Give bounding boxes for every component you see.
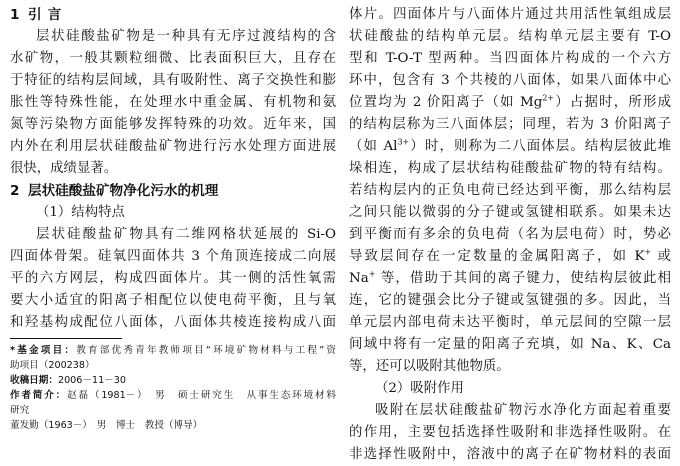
paragraph-line: 位置均为 2 价阳离子（如 $Mg^{2+}$）占据时，所形成 [349,93,671,110]
footnote-fund: *基金项目：教育部优秀青年教师项目“环境矿物材料与工程”资 [10,345,336,356]
paragraph-line: 状硅酸盐的结构单元层。结构单元层主要有 T-O [349,29,671,44]
section-title-part: 引 [28,7,42,23]
section-number: 1 [10,7,20,23]
footnote-author: 作者简介：赵磊（1981－） 男 硕士研究生 从事生态环境材料 [10,390,336,401]
paragraph-line: 吸附在层状硅酸盐矿物污水净化方面起着重要 [375,403,671,418]
subsection-2-heading: （2）吸附作用 [375,381,464,396]
paragraph-line: 非选择性吸附中，溶液中的离子在矿物材料的表面 [349,447,671,462]
paragraph-line: 单元层内部电荷未达平衡时，单元层间的空隙一层 [349,315,671,330]
paragraph-line: 到平衡而有多余的负电荷（名为层电荷）时，势必 [349,227,671,242]
footnote-fund-cont: 助项目（200238） [10,360,95,371]
paragraph-line: 垛相连，构成了层状结构硅酸盐矿物的特有结构。 [349,161,671,176]
paragraph-line: 很快，成绩显著。 [10,161,118,176]
subsection-1-heading: （1）结构特点 [36,205,125,220]
paragraph-line: 胀性等特殊性能，在处理水中重金属、有机物和氨 [10,95,336,110]
paragraph-line: 的结构层称为三八面体层；同理，若为 3 价阳离子 [349,117,671,132]
paragraph-line: 的作用，主要包括选择性吸附和非选择性吸附。在 [349,425,671,440]
footnote-author-cont: 研究 [10,405,30,416]
paragraph-line: 若结构层内的正负电荷已经达到平衡，那么结构层 [349,183,671,198]
section-number: 2 [10,183,20,199]
paragraph-line: 氮等污染物方面能够发挥特殊的功效。近年来，国 [10,117,336,132]
paragraph-line: 连，它的键强会比分子键或氢键强的多。因此，当 [349,293,671,308]
paragraph-line: 内外在利用层状硅酸盐矿物进行污水处理方面进展 [10,139,336,154]
paragraph-line: 环中，包含有 3 个共棱的八面体，如果八面体中心 [349,73,671,88]
paragraph-line: 型和 T-O-T 型两种。当四面体片构成的一个六方 [349,51,671,66]
paragraph-line: 和羟基构成配位八面体，八面体共棱连接构成八面 [10,315,336,330]
section-1-heading [10,4,336,26]
paragraph-line: 层状硅酸盐矿物具有二维网格状延展的 Si-O [36,227,336,242]
paragraph-line: 平的六方网层，构成四面体片。其一侧的活性氧需 [10,271,336,286]
paragraph-line: Na+ 等，借助于其间的离子键力，使结构层彼此相 [349,269,671,286]
section-title-part: 言 [47,7,62,23]
paragraph-line: 之间只能以微弱的分子键或氢键相联系。如果未达 [349,205,671,220]
paragraph-line: 要大小适宜的阳离子相配位以使电荷平衡，且与氧 [10,293,336,308]
section-2-heading [10,180,336,202]
paragraph-line: 等，还可以吸附其他物质。 [349,359,510,374]
paragraph-line: 于特征的结构层间域，具有吸附性、离子交换性和膨 [10,73,336,88]
paragraph-line: 间域中将有一定量的阳离子充填，如 Na、K、Ca [349,337,671,352]
paragraph-line: 导致层间存在一定数量的金属阳离子，如 K+ 或 [349,247,671,264]
paragraph-line: 四面体骨架。硅氧四面体共 3 个角顶连接成二向展 [10,249,336,264]
paragraph-line: （如 $Al^{3+}$）时，则称为二八面体层。结构层彼此堆 [349,137,671,154]
paragraph-line: 体片。四面体片与八面体片通过共用活性氧组成层 [349,7,671,22]
paragraph-line: 层状硅酸盐矿物是一种具有无序过渡结构的含 [36,29,336,44]
footnote-received: 收稿日期：2006－11－30 [10,375,126,386]
paragraph-line: 水矿物，一般其颗粒细微、比表面积巨大，且存在 [10,51,336,66]
footnote-rule [10,338,122,339]
footnote-author-2: 董发勤（1963－） 男 博士 教授（博导） [10,420,203,431]
section-title: 层状硅酸盐矿物净化污水的机理 [28,183,219,199]
